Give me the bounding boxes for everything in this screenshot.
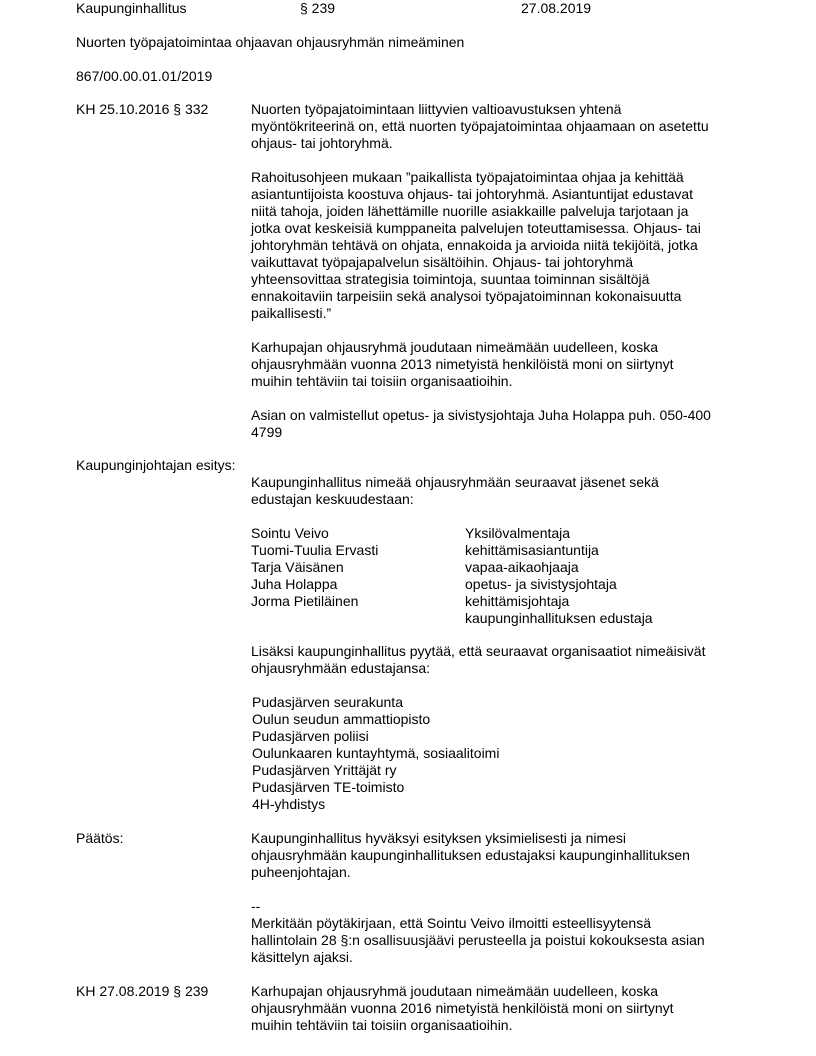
- member-name: Jorma Pietiläinen: [251, 593, 359, 609]
- member-row: [251, 610, 731, 627]
- header-date: 27.08.2019: [521, 0, 592, 16]
- member-name: Juha Holappa: [251, 576, 338, 592]
- member-row: [251, 525, 731, 542]
- member-role: kehittämisasiantuntija: [465, 542, 599, 558]
- members-list: [251, 525, 731, 627]
- member-role: kaupunginhallituksen edustaja: [465, 610, 653, 626]
- organisation-item: Oulunkaaren kuntayhtymä, sosiaalitoimi: [252, 745, 500, 761]
- decision-text: [251, 830, 751, 881]
- text-line: ohjaus- tai johtoryhmä.: [251, 135, 393, 151]
- text-line: Merkitään pöytäkirjaan, että Sointu Veivo ilmoitti esteellisyytensä: [251, 915, 651, 931]
- member-role: kehittämisjohtaja: [465, 593, 570, 609]
- member-row: [251, 593, 731, 610]
- member-row: [251, 559, 731, 576]
- text-line: ohjausryhmään vuonna 2013 nimetyistä henkilöistä moni on siirtynyt: [251, 356, 674, 372]
- header-body: Kaupunginhallitus: [76, 0, 187, 16]
- history-paragraph-3: [251, 339, 751, 390]
- text-line: Lisäksi kaupunginhallitus pyytää, että seuraavat organisaatiot nimeäisivät: [251, 643, 706, 659]
- header-section: § 239: [300, 0, 336, 16]
- text-line: johtoryhmän tehtävä on ohjata, ennakoida ja arvioida niitä tekijöitä, jotka: [251, 237, 698, 253]
- separator: --: [251, 898, 261, 914]
- current-text: [251, 983, 751, 1034]
- text-line: ohjausryhmään vuonna 2016 nimetyistä henkilöistä moni on siirtynyt: [251, 1000, 674, 1016]
- text-line: paikallisesti.”: [251, 305, 332, 321]
- member-row: [251, 542, 731, 559]
- text-line: muihin tehtäviin tai toisiin organisaatioihin.: [251, 373, 513, 389]
- proposal-intro: [251, 474, 751, 508]
- organisation-item: Pudasjärven Yrittäjät ry: [252, 762, 397, 778]
- text-line: ennakoitaviin tarpeisiin sekä analysoi työpajatoiminnan kokonaisuutta: [251, 288, 682, 304]
- history-paragraph-2: [251, 169, 751, 322]
- text-line: 4799: [251, 424, 283, 440]
- organisation-item: Pudasjärven TE-toimisto: [252, 779, 405, 795]
- member-name: [251, 610, 465, 627]
- decision-note: [251, 898, 751, 966]
- text-line: Karhupajan ohjausryhmä joudutaan nimeämään uudelleen, koska: [251, 983, 659, 999]
- organisation-item: Oulun seudun ammattiopisto: [252, 711, 431, 727]
- organisation-item: Pudasjärven seurakunta: [252, 694, 403, 710]
- text-line: Rahoitusohjeen mukaan ”paikallista työpajatoimintaa ohjaa ja kehittää: [251, 169, 684, 185]
- text-line: asiantuntijoista koostuva ohjaus- tai johtoryhmä. Asiantuntijat edustavat: [251, 186, 694, 202]
- member-name: Tarja Väisänen: [251, 559, 344, 575]
- history-paragraph-1: [251, 101, 751, 152]
- text-line: yhteensovittaa strategisia toimintoja, suuntaa toiminnan sisältöjä: [251, 271, 650, 287]
- text-line: Asian on valmistellut opetus- ja sivistysjohtaja Juha Holappa puh. 050-400: [251, 407, 711, 423]
- organisations-list: [252, 694, 499, 813]
- history-paragraph-4: [251, 407, 751, 441]
- member-role: Yksilövalmentaja: [465, 525, 571, 541]
- member-name: Sointu Veivo: [251, 525, 329, 541]
- text-line: Nuorten työpajatoimintaan liittyvien valtioavustuksen yhtenä: [251, 101, 622, 117]
- record-number: 867/00.00.01.01/2019: [76, 68, 213, 84]
- text-line: Karhupajan ohjausryhmä joudutaan nimeämään uudelleen, koska: [251, 339, 659, 355]
- organisations-intro: [251, 643, 751, 677]
- organisation-item: Pudasjärven poliisi: [252, 728, 369, 744]
- text-line: hallintolain 28 §:n osallisuusjäävi perusteella ja poistui kokouksesta asian: [251, 932, 705, 948]
- decision-label: Päätös:: [76, 830, 124, 846]
- member-role: vapaa-aikaohjaaja: [465, 559, 579, 575]
- text-line: puheenjohtajan.: [251, 864, 351, 880]
- text-line: myöntökriteerinä on, että nuorten työpajatoimintaa ohjaamaan on asetettu: [251, 118, 709, 134]
- text-line: vaikuttavat työpajapalvelun sisältöihin. Ohjaus- tai johtoryhmä: [251, 254, 634, 270]
- text-line: muihin tehtäviin tai toisiin organisaatioihin.: [251, 1017, 513, 1033]
- member-role: opetus- ja sivistysjohtaja: [465, 576, 617, 592]
- proposal-label: Kaupunginjohtajan esitys:: [76, 457, 236, 473]
- member-name: Tuomi-Tuulia Ervasti: [251, 542, 379, 558]
- organisation-item: 4H-yhdistys: [252, 796, 326, 812]
- current-label: KH 27.08.2019 § 239: [76, 983, 209, 999]
- text-line: Kaupunginhallitus nimeää ohjausryhmään seuraavat jäsenet sekä: [251, 474, 659, 490]
- text-line: ohjausryhmään kaupunginhallituksen edustajaksi kaupunginhallituksen: [251, 847, 690, 863]
- history-label: KH 25.10.2016 § 332: [76, 101, 209, 117]
- text-line: käsittelyn ajaksi.: [251, 949, 353, 965]
- text-line: jotka ovat keskeisiä kumppaneita palvelujen toteuttamisessa. Ohjaus- tai: [251, 220, 701, 236]
- text-line: edustajan keskuudestaan:: [251, 491, 414, 507]
- text-line: Kaupunginhallitus hyväksyi esityksen yksimielisesti ja nimesi: [251, 830, 627, 846]
- member-row: [251, 576, 731, 593]
- text-line: niitä tahoja, joiden lähettämille nuorille asiakkaille palveluja tarjotaan ja: [251, 203, 689, 219]
- text-line: ohjausryhmään edustajansa:: [251, 660, 431, 676]
- document-title: Nuorten työpajatoimintaa ohjaavan ohjausryhmän nimeäminen: [76, 34, 465, 50]
